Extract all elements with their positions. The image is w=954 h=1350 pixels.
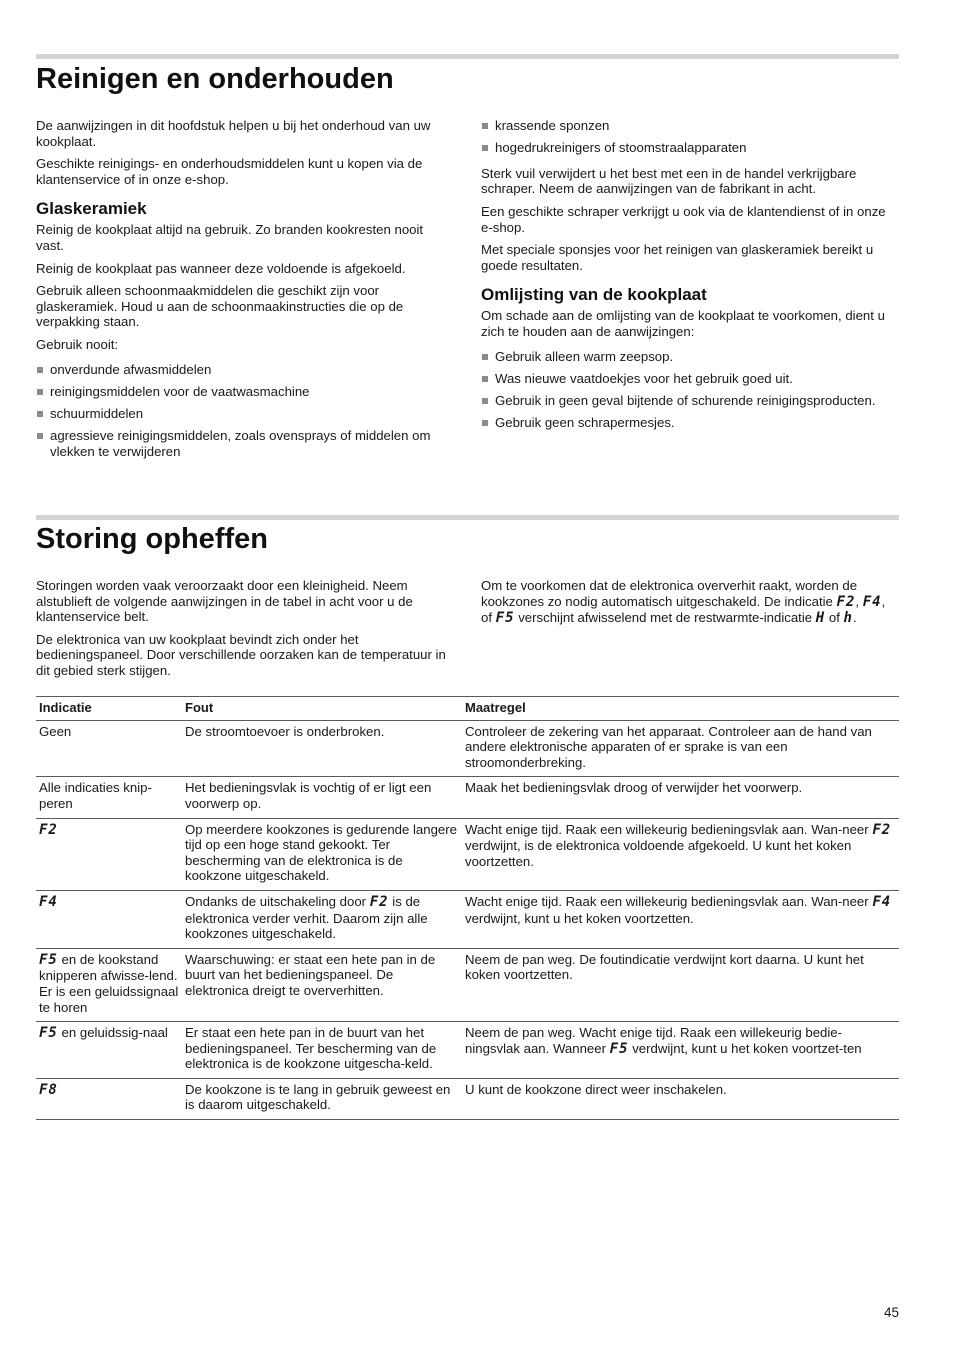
storing-paragraph-1: Storingen worden vaak veroorzaakt door een kleinigheid. Neem alstublieft de volgende aanwijzingen in de tabel in acht voor u de klantenservice belt.: [36, 578, 413, 625]
list-item: onverdunde afwasmiddelen: [36, 362, 454, 378]
error-code: F5: [609, 1040, 629, 1057]
cell-text: is de elektronica verder verhit. Daarom zijn alle kookzones uitgeschakeld.: [185, 893, 428, 942]
text: Om te voorkomen dat de elektronica oververhit raakt, worden de kookzones zo nodig automatisch uitgeschakeld. De indicatie: [481, 578, 858, 609]
cell-fout: [182, 777, 462, 818]
error-code: F2: [369, 893, 389, 910]
text: ,: [855, 593, 863, 609]
cell-text: verdwijnt, kunt u het koken voortzetten.: [465, 910, 694, 926]
page-number: 45: [883, 1305, 899, 1320]
cell-text: Geen: [39, 723, 72, 739]
cell-maatregel: [462, 818, 899, 890]
cell-indicatie: [36, 777, 182, 818]
cell-text: De kookzone is te lang in gebruik geweest en is daarom uitgeschakeld.: [185, 1081, 451, 1113]
error-code: F4: [39, 893, 58, 910]
cell-indicatie: [36, 1022, 182, 1079]
heading-omlijsting: Omlijsting van de kookplaat: [481, 285, 707, 305]
glaskeramiek-paragraph-2: Reinig de kookplaat pas wanneer deze voldoende is afgekoeld.: [36, 260, 406, 276]
cell-text: verdwijnt, is de elektronica voldoende afgekoeld. U kunt het koken voortzetten.: [465, 838, 852, 869]
glaskeramiek-paragraph-1: Reinig de kookplaat altijd na gebruik. Zo branden kookresten nooit vast.: [36, 222, 424, 253]
table-row: [36, 818, 899, 890]
text: .: [852, 610, 857, 626]
cell-indicatie: [36, 818, 182, 890]
table-body: [36, 720, 899, 1119]
error-code-f4: F4: [862, 593, 882, 610]
cell-fout: [182, 1078, 462, 1119]
cell-indicatie: [36, 890, 182, 948]
list-item: reinigingsmiddelen voor de vaatwasmachine: [36, 384, 454, 400]
cell-indicatie: [36, 1078, 182, 1119]
cell-text: Het bedieningsvlak is vochtig of er ligt een voorwerp op.: [185, 780, 432, 811]
cell-text: Alle indicaties knip-peren: [39, 780, 152, 811]
cell-text: Er staat een hete pan in de buurt van het bedieningspaneel. Ter bescherming van de elektronica is de kookzone uitgescha-keld.: [185, 1025, 437, 1072]
cell-text: en de kookstand knipperen afwisse-lend. Er is een geluidssignaal te horen: [39, 951, 179, 1015]
error-code: F5: [39, 951, 58, 968]
list-item: Was nieuwe vaatdoekjes voor het gebruik goed uit.: [481, 371, 899, 387]
section-title-reinigen: Reinigen en onderhouden: [36, 63, 394, 95]
list-item: schuurmiddelen: [36, 406, 454, 422]
glaskeramiek-paragraph-7: Met speciale sponsjes voor het reinigen van glaskeramiek bereikt u goede resultaten.: [481, 242, 874, 273]
cell-fout: [182, 948, 462, 1021]
cell-maatregel: [462, 777, 899, 818]
table-row: [36, 720, 899, 777]
storing-paragraph-3: [481, 578, 899, 627]
error-code: F2: [872, 821, 892, 838]
cell-maatregel: [462, 1078, 899, 1119]
residual-heat-code-h: H: [815, 610, 826, 627]
list-item: krassende sponzen: [481, 118, 899, 134]
table-header-row: [36, 697, 899, 721]
list-item: Gebruik alleen warm zeepsop.: [481, 349, 899, 365]
error-code: F5: [39, 1025, 58, 1042]
section1-left-column: [36, 118, 454, 467]
text: of: [825, 610, 844, 626]
glaskeramiek-paragraph-4: Gebruik nooit:: [36, 336, 119, 352]
cell-text: Op meerdere kookzones is gedurende langere tijd op een hoge stand gekookt. Ter bescherming van de elektronica is de kookzone uitgeschakeld.: [185, 821, 457, 884]
column-header-maatregel: Maatregel: [462, 697, 899, 721]
intro-paragraph-2: Geschikte reinigings- en onderhoudsmiddelen kunt u kopen via de klantenservice of in onze e-shop.: [36, 156, 423, 187]
table-row: [36, 1078, 899, 1119]
cell-text: Neem de pan weg. De foutindicatie verdwijnt kort daarna. U kunt het koken voortzetten.: [465, 951, 864, 983]
cell-text: De stroomtoevoer is onderbroken.: [185, 723, 385, 739]
cell-text: Wacht enige tijd. Raak een willekeurig bedieningsvlak aan. Wan-neer: [465, 821, 873, 837]
section2-left-column: [36, 578, 454, 686]
column-header-indicatie: Indicatie: [36, 697, 182, 721]
table-row: [36, 948, 899, 1021]
table-row: [36, 1022, 899, 1079]
heading-glaskeramiek: Glaskeramiek: [36, 199, 147, 219]
cell-fout: [182, 720, 462, 777]
section-title-storing: Storing opheffen: [36, 523, 268, 555]
table-row: [36, 777, 899, 818]
column-header-fout: Fout: [182, 697, 462, 721]
intro-paragraph-1: De aanwijzingen in dit hoofdstuk helpen u bij het onderhoud van uw kookplaat.: [36, 118, 431, 149]
storing-paragraph-2: De elektronica van uw kookplaat bevindt zich onder het bedieningspaneel. Door verschillende oorzaken kan de temperatuur in dit gebied sterk stijgen.: [36, 631, 446, 678]
error-code-f2: F2: [836, 593, 856, 610]
omlijsting-list: [481, 349, 899, 431]
cell-indicatie: [36, 720, 182, 777]
table-row: [36, 890, 899, 948]
cell-maatregel: [462, 720, 899, 777]
section-divider-storing: [36, 515, 899, 520]
cell-maatregel: [462, 890, 899, 948]
glaskeramiek-paragraph-6: Een geschikte schraper verkrijgt u ook via de klantendienst of in onze e-shop.: [481, 203, 886, 235]
glaskeramiek-paragraph-3: Gebruik alleen schoonmaakmiddelen die geschikt zijn voor glaskeramiek. Houd u aan de schoonmaakinstructies die op de verpakking staan.: [36, 283, 404, 330]
cell-text: verdwijnt, kunt u het koken voortzet-ten: [628, 1040, 862, 1056]
cell-text: U kunt de kookzone direct weer inschakelen.: [465, 1081, 727, 1097]
error-code: F8: [39, 1081, 58, 1098]
section-divider-top: [36, 54, 899, 59]
glaskeramiek-paragraph-5: Sterk vuil verwijdert u het best met een in de handel verkrijgbare schraper. Neem de aanwijzingen van de fabrikant in acht.: [481, 165, 857, 197]
list-item: agressieve reinigingsmiddelen, zoals ovensprays of middelen om vlekken te verwijderen: [36, 428, 454, 459]
never-use-list-continued: [481, 118, 899, 156]
cell-fout: [182, 818, 462, 890]
cell-indicatie: [36, 948, 182, 1021]
section1-right-column: [481, 118, 899, 439]
cell-fout: [182, 890, 462, 948]
error-code: F4: [872, 893, 892, 910]
cell-text: Maak het bedieningsvlak droog of verwijder het voorwerp.: [465, 780, 803, 796]
fault-table: [36, 696, 899, 1120]
cell-text: Neem de pan weg. Wacht enige tijd. Raak een willekeurig bedie-ningsvlak aan. Wanneer: [465, 1025, 843, 1056]
list-item: hogedrukreinigers of stoomstraalapparaten: [481, 140, 899, 156]
cell-text: Waarschuwing: er staat een hete pan in de buurt van het bedieningspaneel. De elektronica dreigt te oververhitten.: [185, 951, 436, 998]
text: , of: [481, 593, 886, 626]
error-code: F2: [39, 821, 58, 838]
cell-maatregel: [462, 948, 899, 1021]
section2-right-column: [481, 578, 899, 634]
list-item: Gebruik geen schrapermesjes.: [481, 415, 899, 431]
text: verschijnt afwisselend met de restwarmte-indicatie: [514, 610, 816, 626]
never-use-list: [36, 362, 454, 460]
omlijsting-paragraph-1: Om schade aan de omlijsting van de kookplaat te voorkomen, dient u zich te houden aan de aanwijzingen:: [481, 308, 885, 339]
error-code-f5: F5: [495, 610, 515, 627]
list-item: Gebruik in geen geval bijtende of schurende reinigingsproducten.: [481, 393, 899, 409]
cell-text: en geluidssig-naal: [57, 1025, 168, 1041]
cell-maatregel: [462, 1022, 899, 1079]
cell-fout: [182, 1022, 462, 1079]
cell-text: Ondanks de uitschakeling door: [185, 893, 370, 909]
cell-text: Wacht enige tijd. Raak een willekeurig bedieningsvlak aan. Wan-neer: [465, 893, 873, 909]
residual-heat-code-lower-h: h: [843, 610, 853, 627]
cell-text: Controleer de zekering van het apparaat. Controleer aan de hand van andere elektronische apparaten of er sprake is van een stroomonderbreking.: [465, 723, 872, 770]
